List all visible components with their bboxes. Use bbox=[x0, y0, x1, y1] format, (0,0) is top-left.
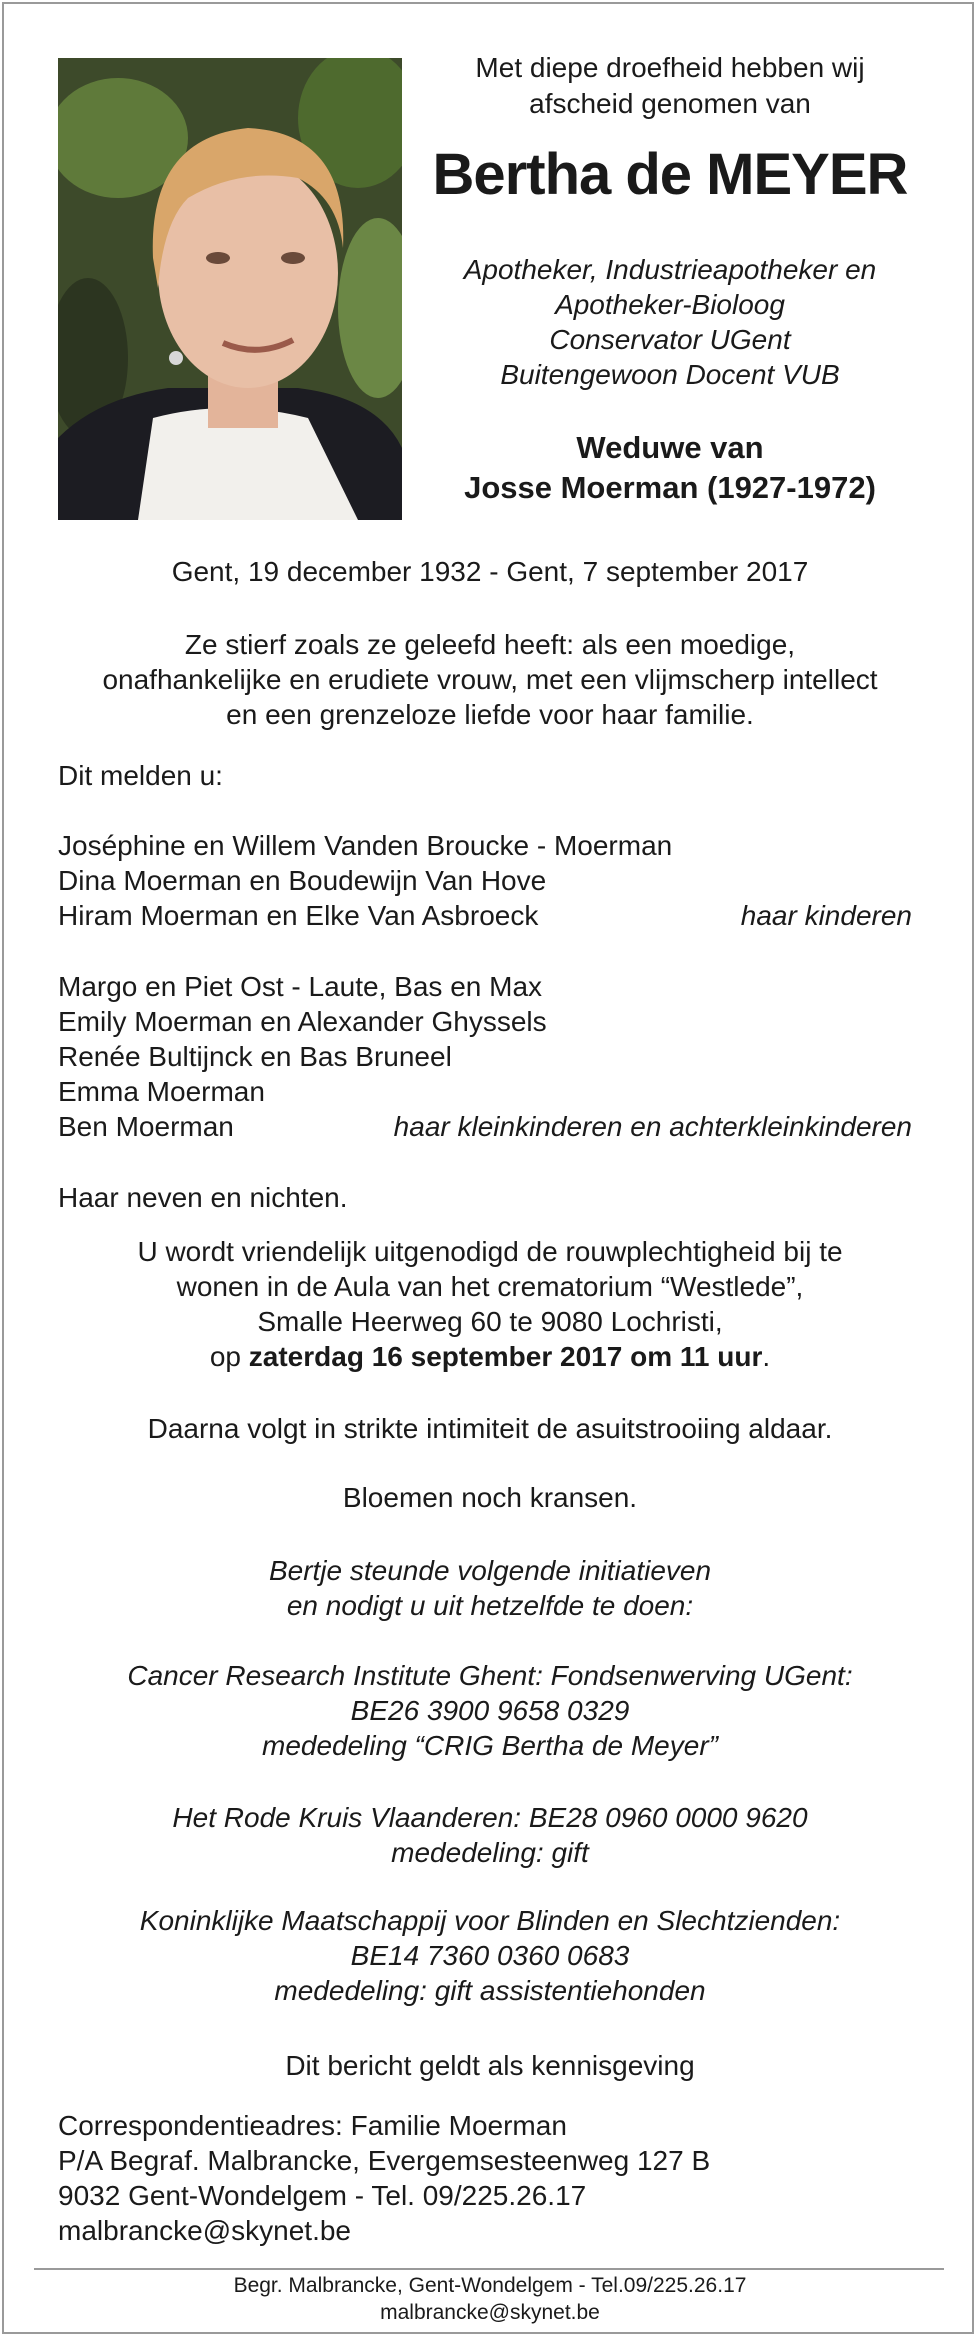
widow-line: Josse Moerman (1927-1972) bbox=[464, 470, 876, 505]
charity-line: Het Rode Kruis Vlaanderen: BE28 0960 0000 9620 bbox=[172, 1802, 808, 1833]
widow-of bbox=[400, 428, 940, 508]
family-name: Emily Moerman en Alexander Ghyssels bbox=[58, 1006, 547, 1037]
children-list bbox=[58, 828, 928, 933]
address-line: 9032 Gent-Wondelgem - Tel. 09/225.26.17 bbox=[58, 2180, 587, 2211]
notice-line: Dit bericht geldt als kennisgeving bbox=[285, 2050, 695, 2081]
family-row bbox=[58, 1074, 928, 1109]
charity-line: BE14 7360 0360 0683 bbox=[350, 1940, 630, 1971]
family-name: Joséphine en Willem Vanden Broucke - Moerman bbox=[58, 830, 673, 861]
family-name: Hiram Moerman en Elke Van Asbroeck bbox=[58, 900, 539, 931]
ceremony-invitation bbox=[40, 1234, 940, 1374]
family-row bbox=[58, 1109, 928, 1144]
announce-label: Dit melden u: bbox=[58, 760, 223, 791]
charity-line: Cancer Research Institute Ghent: Fondsenwerving UGent: bbox=[127, 1660, 853, 1691]
family-name: Renée Bultijnck en Bas Bruneel bbox=[58, 1041, 452, 1072]
charity-line: Koninklijke Maatschappij voor Blinden en Slechtzienden: bbox=[139, 1905, 841, 1936]
family-name: Ben Moerman bbox=[58, 1111, 234, 1142]
relation-label: haar kleinkinderen en achterkleinkinderen bbox=[393, 1111, 912, 1142]
datetime-bold: zaterdag 16 september 2017 om 11 uur bbox=[248, 1341, 763, 1372]
quote-line: Ze stierf zoals ze geleefd heeft: als een moedige, bbox=[184, 629, 796, 660]
family-row bbox=[58, 1039, 928, 1074]
title-line: Apotheker, Industrieapotheker en bbox=[463, 254, 877, 285]
intro-line: afscheid genomen van bbox=[529, 88, 811, 119]
quote-line: onafhankelijke en erudiete vrouw, met een vlijmscherp intellect bbox=[102, 664, 878, 695]
support-text bbox=[40, 1553, 940, 1623]
charity-line: mededeling: gift bbox=[391, 1837, 589, 1868]
support-line: en nodigt u uit hetzelfde te doen: bbox=[286, 1590, 694, 1621]
family-row bbox=[58, 1004, 928, 1039]
family-row bbox=[58, 828, 928, 863]
widow-line: Weduwe van bbox=[576, 430, 764, 465]
charity-block bbox=[40, 1903, 940, 2008]
address-line: malbrancke@skynet.be bbox=[58, 2215, 352, 2246]
family-name: Margo en Piet Ost - Laute, Bas en Max bbox=[58, 971, 543, 1002]
correspondence-address bbox=[58, 2108, 928, 2248]
nephews-line: Haar neven en nichten. bbox=[58, 1182, 348, 1213]
professional-titles bbox=[420, 252, 920, 392]
family-row bbox=[58, 969, 928, 1004]
portrait-photo bbox=[58, 58, 402, 520]
charity-line: BE26 3900 9658 0329 bbox=[350, 1695, 630, 1726]
footer-line: malbrancke@skynet.be bbox=[380, 2301, 600, 2324]
grandchildren-list bbox=[58, 969, 928, 1144]
charity-line: mededeling “CRIG Bertha de Meyer” bbox=[262, 1730, 718, 1761]
footer-line: Begr. Malbrancke, Gent-Wondelgem - Tel.09/225.26.17 bbox=[233, 2274, 747, 2297]
datetime-prefix: op bbox=[209, 1341, 249, 1372]
quote-line: en een grenzeloze liefde voor haar familie. bbox=[226, 699, 754, 730]
address-line: Correspondentieadres: Familie Moerman bbox=[58, 2110, 567, 2141]
address-line: P/A Begraf. Malbrancke, Evergemsesteenweg 127 B bbox=[58, 2145, 711, 2176]
ash-scattering-note: Daarna volgt in strikte intimiteit de asuitstrooiing aldaar. bbox=[147, 1413, 833, 1444]
ceremony-datetime bbox=[40, 1339, 940, 1374]
invitation-line: Smalle Heerweg 60 te 9080 Lochristi, bbox=[257, 1306, 723, 1337]
intro-line: Met diepe droefheid hebben wij bbox=[475, 52, 865, 83]
footer bbox=[40, 2272, 940, 2326]
charity-block bbox=[40, 1800, 940, 1870]
support-line: Bertje steunde volgende initiatieven bbox=[268, 1555, 712, 1586]
family-row bbox=[58, 863, 928, 898]
family-row bbox=[58, 898, 928, 933]
title-line: Buitengewoon Docent VUB bbox=[500, 359, 840, 390]
footer-divider bbox=[34, 2268, 944, 2270]
flowers-note: Bloemen noch kransen. bbox=[342, 1482, 638, 1513]
intro-text bbox=[420, 50, 920, 122]
family-name: Emma Moerman bbox=[58, 1076, 265, 1107]
tribute-quote bbox=[40, 627, 940, 732]
relation-label: haar kinderen bbox=[740, 900, 912, 931]
datetime-suffix: . bbox=[762, 1341, 771, 1372]
deceased-name: Bertha de MEYER bbox=[432, 142, 908, 207]
charity-line: mededeling: gift assistentiehonden bbox=[274, 1975, 706, 2006]
title-line: Apotheker-Bioloog bbox=[555, 289, 785, 320]
title-line: Conservator UGent bbox=[549, 324, 791, 355]
invitation-line: U wordt vriendelijk uitgenodigd de rouwplechtigheid bij te bbox=[137, 1236, 843, 1267]
family-name: Dina Moerman en Boudewijn Van Hove bbox=[58, 865, 547, 896]
life-dates: Gent, 19 december 1932 - Gent, 7 september 2017 bbox=[171, 556, 809, 587]
charity-block bbox=[40, 1658, 940, 1763]
invitation-line: wonen in de Aula van het crematorium “Westlede”, bbox=[176, 1271, 804, 1302]
